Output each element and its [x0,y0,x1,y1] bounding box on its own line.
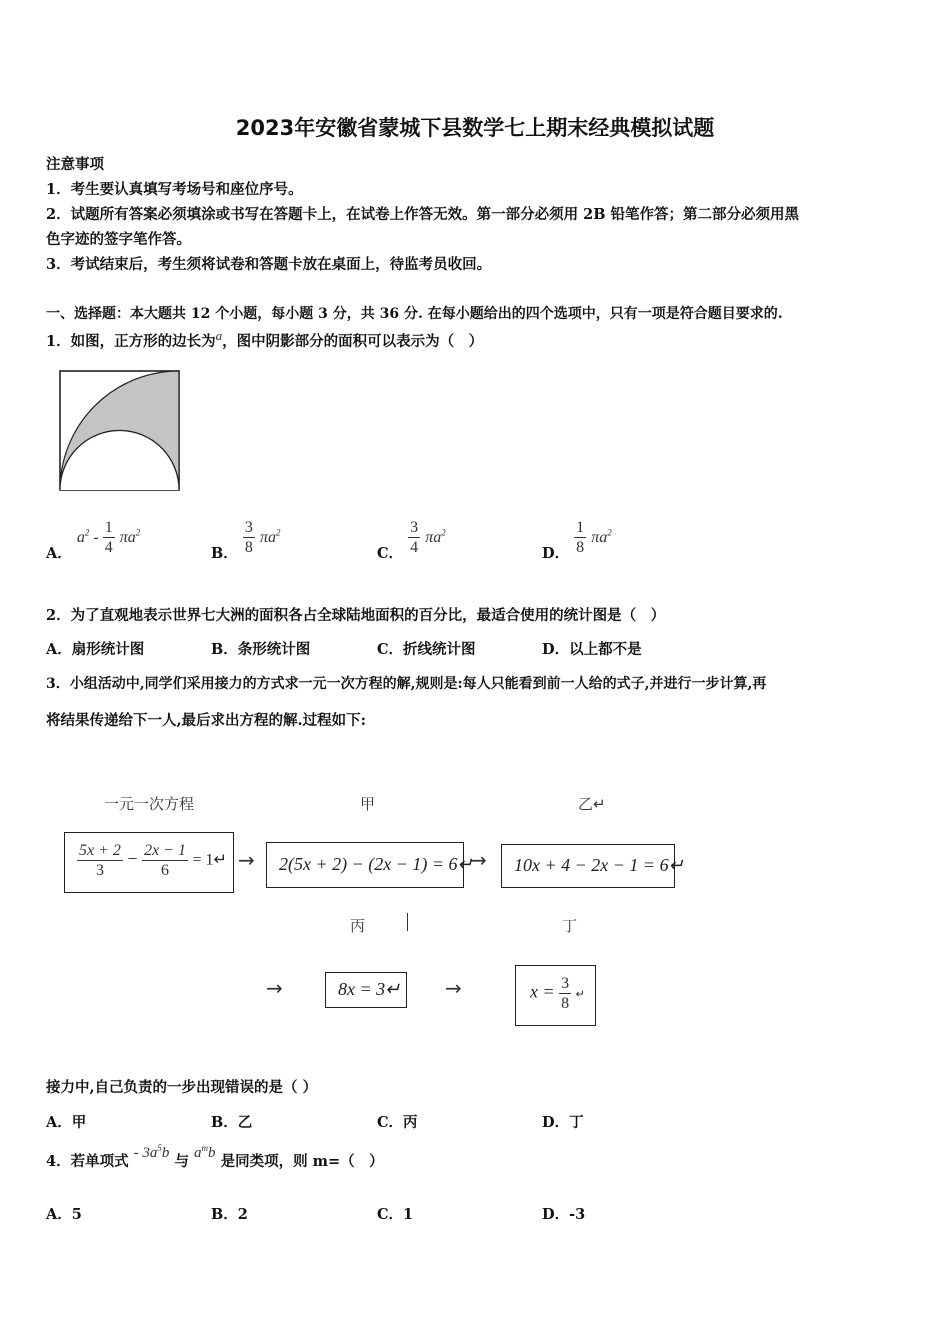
q2-option-a[interactable]: A．扇形统计图 [46,641,145,658]
arrow-icon: → [445,976,462,1000]
notice-item: 1．考生要认真填写考场号和座位序号。 [46,181,303,198]
label-ding: 丁 [562,917,578,935]
q4-option-a[interactable]: A．5 [46,1206,82,1223]
question-3-stem-cont: 将结果传递给下一人,最后求出方程的解.过程如下: [46,712,366,729]
notice-item: 3．考试结束后，考生须将试卷和答题卡放在桌面上，待监考员收回。 [46,256,492,273]
q3-option-d[interactable]: D．丁 [542,1114,584,1131]
question-3-stem: 3．小组活动中,同学们采用接力的方式求一元一次方程的解,规则是:每人只能看到前一人给的式子,并进行一步计算,再 [46,676,767,692]
q4-option-b[interactable]: B．2 [211,1206,248,1223]
q1-option-d[interactable]: D． $\frac{1}{8}$ $\pi a^2$ [542,519,612,562]
question-2-stem: 2．为了直观地表示世界七大洲的面积各占全球陆地面积的百分比，最适合使用的统计图是（ ） [46,607,666,624]
q3-option-c[interactable]: C．丙 [377,1114,418,1131]
question-1-stem: 1．如图，正方形的边长为$^a$，图中阴影部分的面积可以表示为（ ） [46,328,484,350]
arrow-icon: → [238,848,255,872]
equation-box-jia: 2(5x + 2) − (2x − 1) = 6↵ [266,842,464,888]
q3-option-b[interactable]: B．乙 [211,1114,253,1131]
equation-box-yi: 10x + 4 − 2x − 1 = 6↵ [501,844,675,888]
q2-option-b[interactable]: B．条形统计图 [211,641,311,658]
q1-option-a[interactable]: A． $a^2$ - $\frac{1}{4}$ $\pi a^2$ [46,519,141,562]
question-4-stem: 4．若单项式 - $3a^5b$ 与 $a^mb$ 是同类项，则 m=（ ） [46,1143,384,1170]
q2-option-c[interactable]: C．折线统计图 [377,641,476,658]
equation-box-bing: 8x = 3↵ [325,972,407,1008]
q1-option-b[interactable]: B． $\frac{3}{8}$ $\pi a^2$ [211,519,281,562]
q4-option-d[interactable]: D．-3 [542,1206,586,1223]
label-yi: 乙↵ [578,795,606,813]
label-equation: 一元一次方程 [104,795,195,813]
page-title: 2023年安徽省蒙城下县数学七上期末经典模拟试题 [235,116,715,140]
notice-item: 色字迹的签字笔作答。 [46,231,191,248]
arrow-icon: → [470,848,487,872]
q2-option-d[interactable]: D．以上都不是 [542,641,642,658]
arrow-icon: → [266,976,283,1000]
notice-heading: 注意事项 [46,156,104,173]
equation-box-ding: x = $\frac{3}{8}$ ↵ [515,965,596,1026]
square-figure [58,369,182,493]
label-jia: 甲 [360,795,376,813]
q4-option-c[interactable]: C．1 [377,1206,414,1223]
label-bing: 丙 [350,917,366,935]
q1-option-c[interactable]: C． $\frac{3}{4}$ $\pi a^2$ [377,519,446,562]
divider [407,913,408,931]
q3-option-a[interactable]: A．甲 [46,1114,87,1131]
question-3-prompt: 接力中,自己负责的一步出现错误的是（ ） [46,1079,318,1096]
equation-box-original: $\frac{5x + 2}{3}$ − $\frac{2x - 1}{6}$ = 1↵ [64,832,234,893]
notice-item: 2．试题所有答案必须填涂或书写在答题卡上，在试卷上作答无效。第一部分必须用 2B 铅笔作答；第二部分必须用黑 [46,206,800,223]
section-heading: 一、选择题：本大题共 12 个小题，每小题 3 分，共 36 分. 在每小题给出的四个选项中，只有一项是符合题目要求的. [46,306,783,322]
